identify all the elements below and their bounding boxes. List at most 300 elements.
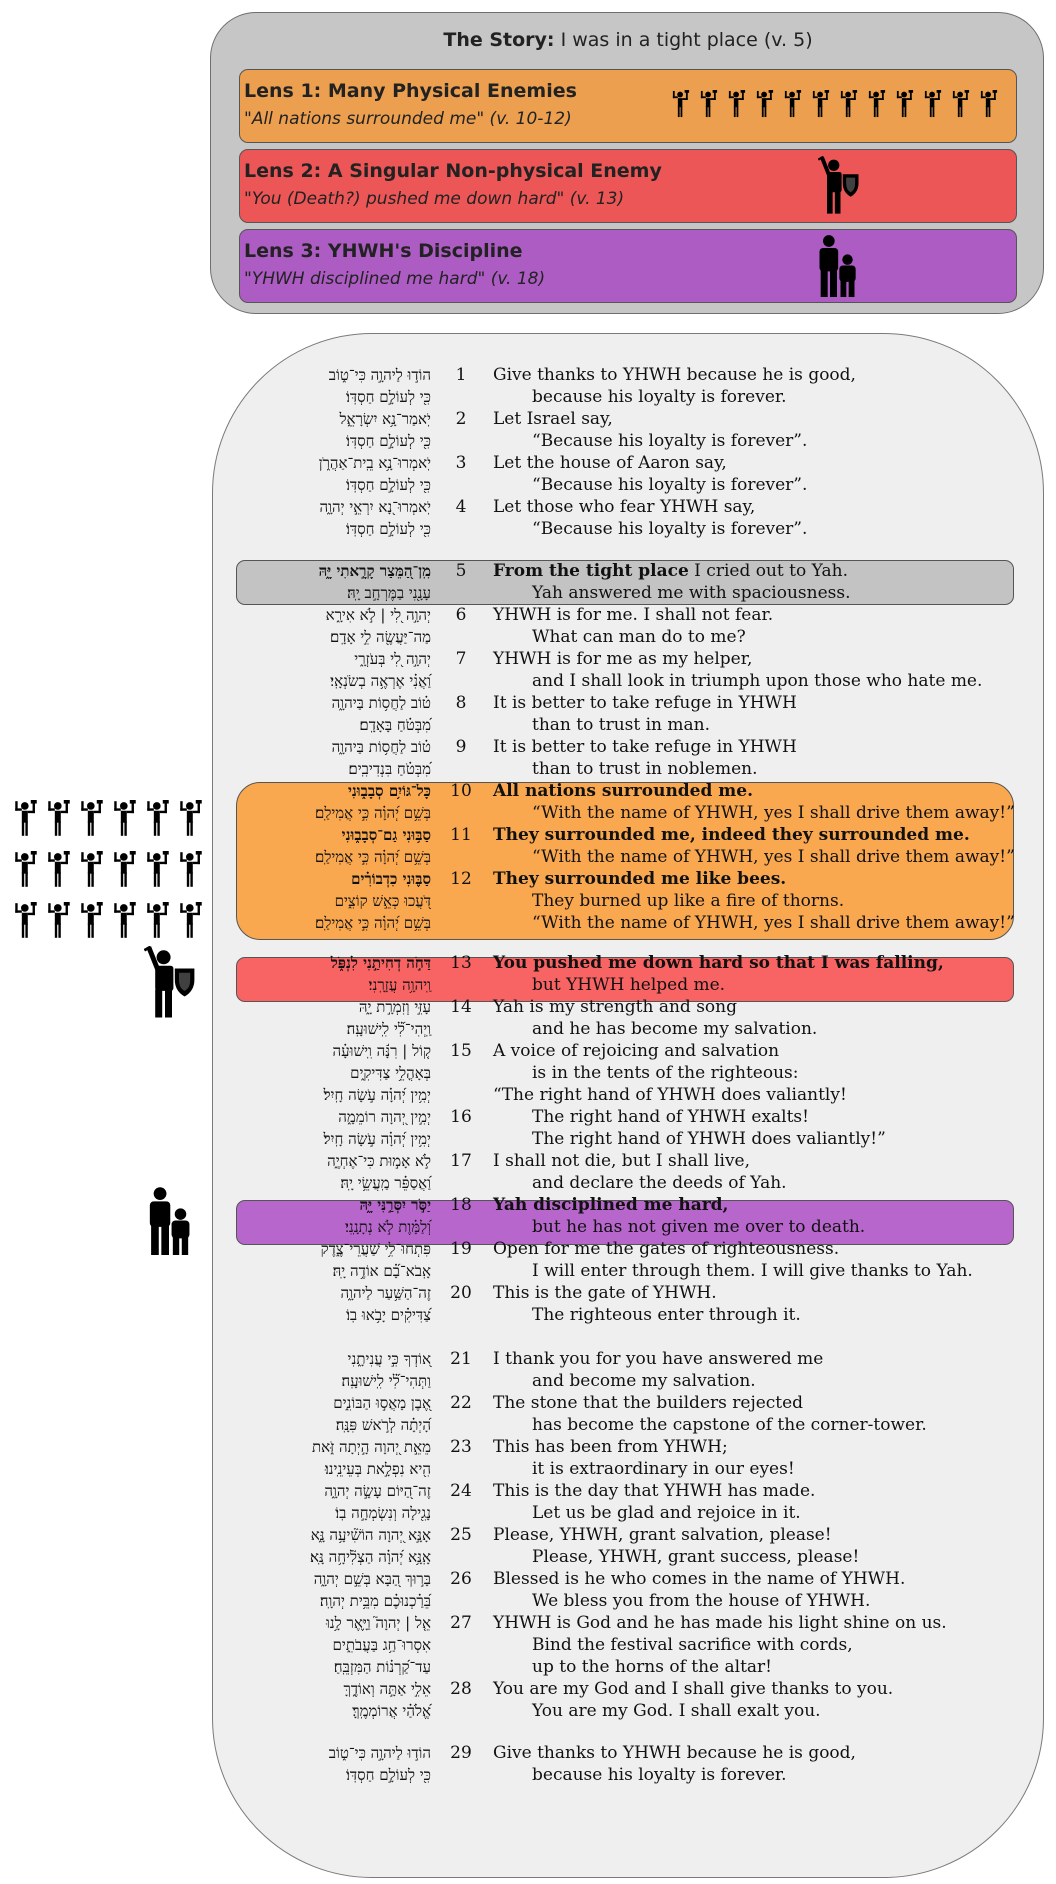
- english-text: [532, 1502, 801, 1524]
- english-plain-text: Let those who fear YHWH say,: [493, 497, 756, 517]
- hebrew-text: זֶה־הַשַּׁ֥עַר לַיהוָ֑ה: [340, 1284, 431, 1302]
- hebrew-text: פִּתְחוּ־לִ֥י שַׁעֲרֵי־צֶ֑דֶק: [320, 1240, 431, 1258]
- psalm-row: [0, 1612, 1056, 1634]
- english-text: [532, 626, 746, 648]
- english-plain-text: “With the name of YHWH, yes I shall drive them away!”: [532, 803, 1015, 823]
- hebrew-text: בֵּ֝רַ֗כְנוּכֶ֗ם מִבֵּ֥ית יְהוָֽה׃: [319, 1592, 431, 1610]
- summary-panel: [210, 12, 1044, 314]
- english-text: [493, 952, 944, 974]
- verse-number: 12: [450, 869, 472, 889]
- hebrew-text: א֭וֹדְךָ כִּ֣י עֲנִיתָ֑נִי: [347, 1350, 431, 1368]
- verse-number: 13: [450, 953, 472, 973]
- parent-child-icon: [816, 234, 858, 301]
- enemy-figure-icon: [980, 90, 998, 122]
- english-plain-text: it is extraordinary in our eyes!: [532, 1459, 795, 1479]
- english-plain-text: The stone that the builders rejected: [493, 1393, 804, 1413]
- hebrew-text: זֶה־הַ֭יּוֹם עָשָׂ֣ה יְהוָ֑ה: [324, 1482, 431, 1500]
- psalm-row: [0, 386, 1056, 408]
- english-text: [532, 1062, 799, 1084]
- hebrew-text: מִֽן־הַ֭מֵּצַר קָרָ֣אתִי יָּ֑הּ: [318, 562, 431, 580]
- english-plain-text: YHWH is God and he has made his light shine on us.: [493, 1613, 947, 1633]
- english-plain-text: This is the day that YHWH has made.: [493, 1481, 816, 1501]
- hebrew-text: יֹֽאמַר־נָ֥א יִשְׂרָאֵ֑ל: [339, 410, 431, 428]
- english-plain-text: Blessed is he who comes in the name of YHWH.: [493, 1569, 906, 1589]
- enemy-figure-icon: [952, 90, 970, 122]
- hebrew-text: נָגִ֖ילָה וְנִשְׂמְחָ֣ה בֽוֹ׃: [335, 1504, 431, 1522]
- english-text: [532, 1700, 821, 1722]
- english-text: [532, 1018, 817, 1040]
- english-text: [493, 1084, 847, 1106]
- psalm-row: [0, 1700, 1056, 1722]
- enemy-figures-row: [672, 90, 1008, 122]
- english-text: [532, 802, 1015, 824]
- psalm-row: [0, 1040, 1056, 1062]
- english-text: [532, 1764, 787, 1786]
- english-plain-text: You are my God. I shall exalt you.: [532, 1701, 821, 1721]
- english-text: [493, 604, 773, 626]
- psalm-row: [0, 846, 1056, 868]
- english-plain-text: has become the capstone of the corner-tower.: [532, 1415, 927, 1435]
- psalm-row: [0, 626, 1056, 648]
- english-text: [493, 496, 755, 518]
- english-plain-text: Let us be glad and rejoice in it.: [532, 1503, 801, 1523]
- english-plain-text: This is the gate of YHWH.: [493, 1283, 717, 1303]
- verse-number: 29: [450, 1743, 472, 1763]
- hebrew-text: בְּשֵׁ֥ם יְ֝הוָ֗ה כִּ֣י אֲמִילַֽם׃: [314, 804, 431, 822]
- english-text: [493, 452, 727, 474]
- english-plain-text: Please, YHWH, grant salvation, please!: [493, 1525, 832, 1545]
- psalm-row: [0, 1524, 1056, 1546]
- english-plain-text: YHWH is for me. I shall not fear.: [493, 605, 774, 625]
- english-plain-text: The right hand of YHWH does valiantly!”: [532, 1129, 886, 1149]
- english-bold-text: All nations surrounded me.: [493, 781, 754, 801]
- english-plain-text: Give thanks to YHWH because he is good,: [493, 365, 856, 385]
- english-plain-text: and I shall look in triumph upon those who hate me.: [532, 671, 983, 691]
- english-plain-text: The right hand of YHWH exalts!: [532, 1107, 809, 1127]
- lens-2-title: Lens 2: A Singular Non-physical Enemy: [244, 160, 662, 182]
- lens-1-quote: "All nations surrounded me" (v. 10-12): [244, 109, 572, 129]
- hebrew-text: וְ֝לַמָּ֗וֶת לֹ֣א נְתָנָֽנִי׃: [344, 1218, 431, 1236]
- english-text: [532, 1216, 865, 1238]
- english-plain-text: but YHWH helped me.: [532, 975, 726, 995]
- hebrew-text: יְמִ֥ין יְ֝הוָ֗ה עֹ֣שָׂה חָֽיִל׃: [323, 1086, 431, 1104]
- english-text: [532, 1128, 886, 1150]
- psalm-row: [0, 1590, 1056, 1612]
- psalm-row: [0, 670, 1056, 692]
- hebrew-text: יֹֽאמְרוּ־נָ֥א בֵֽית־אַהֲרֹ֑ן: [318, 454, 431, 472]
- english-text: [493, 996, 737, 1018]
- english-plain-text: because his loyalty is forever.: [532, 387, 787, 407]
- hebrew-text: דַּחֹ֣ה דְחִיתַ֣נִי לִנְפֹּ֑ל: [330, 954, 431, 972]
- hebrew-text: בָּר֣וּךְ הַ֭בָּא בְּשֵׁ֣ם יְהוָ֑ה: [313, 1570, 431, 1588]
- psalm-row: [0, 1742, 1056, 1764]
- english-text: [493, 408, 613, 430]
- english-text: [493, 692, 797, 714]
- enemy-figure-icon: [924, 90, 942, 122]
- verse-number: 14: [450, 997, 472, 1017]
- psalm-row: [0, 1238, 1056, 1260]
- psalm-row: [0, 474, 1056, 496]
- english-plain-text: The righteous enter through it.: [532, 1305, 801, 1325]
- english-text: [532, 518, 807, 540]
- psalm-row: [0, 758, 1056, 780]
- psalm-row: [0, 1150, 1056, 1172]
- lens-3-title: Lens 3: YHWH's Discipline: [244, 240, 523, 262]
- enemy-figure-icon: [840, 90, 858, 122]
- psalm-row: [0, 1128, 1056, 1150]
- psalm-row: [0, 912, 1056, 934]
- psalm-row: [0, 1106, 1056, 1128]
- hebrew-text: כִּ֖י לְעוֹלָ֣ם חַסְדּֽוֹ׃: [346, 432, 431, 450]
- english-plain-text: They burned up like a fire of thorns.: [532, 891, 845, 911]
- verse-number: 11: [450, 825, 472, 845]
- verse-number: 25: [450, 1525, 472, 1545]
- english-bold-text: They surrounded me, indeed they surrounded me.: [493, 825, 970, 845]
- psalm-row: [0, 1678, 1056, 1700]
- english-text: [493, 1612, 947, 1634]
- english-text: [532, 670, 982, 692]
- english-plain-text: I shall not die, but I shall live,: [493, 1151, 751, 1171]
- hebrew-text: יְמִ֥ין יְ֝הוָ֗ה עֹ֣שָׂה חָֽיִל׃: [323, 1130, 431, 1148]
- english-bold-text: From the tight place: [493, 561, 689, 581]
- enemy-figure-icon: [784, 90, 802, 122]
- english-bold-text: You pushed me down hard so that I was falling,: [493, 953, 944, 973]
- english-text: [532, 1634, 853, 1656]
- hebrew-text: אָֽבֹא־בָ֝֗ם אוֹדֶ֥ה יָֽהּ׃: [332, 1262, 431, 1280]
- hebrew-text: וַ֝אֲסַפֵּ֗ר מַֽעֲשֵׂ֥י יָֽהּ׃: [340, 1174, 431, 1192]
- verse-number: 8: [455, 693, 467, 713]
- english-plain-text: “Because his loyalty is forever”.: [532, 519, 808, 539]
- enemy-figure-icon: [728, 90, 746, 122]
- english-plain-text: than to trust in man.: [532, 715, 711, 735]
- psalm-row: [0, 496, 1056, 518]
- hebrew-text: כִּ֖י לְעוֹלָ֣ם חַסְדּֽוֹ׃: [346, 476, 431, 494]
- psalm-row: [0, 1304, 1056, 1326]
- english-text: [493, 1040, 779, 1062]
- warrior-icon-slot: [818, 156, 863, 219]
- english-plain-text: is in the tents of the righteous:: [532, 1063, 799, 1083]
- english-plain-text: Yah is my strength and song: [493, 997, 738, 1017]
- psalm-row: [0, 692, 1056, 714]
- warrior-icon: [818, 156, 863, 219]
- english-text: [532, 714, 710, 736]
- hebrew-text: אָֽנָּ֥א יְ֝הוָ֗ה הַצְלִ֘יחָ֥ה נָּֽא׃: [309, 1548, 431, 1566]
- verse-number: 16: [450, 1107, 472, 1127]
- psalm-row: [0, 364, 1056, 386]
- hebrew-text: בְּשֵׁ֥ם יְ֝הוָ֗ה כִּ֣י אֲמִילַֽם׃: [314, 848, 431, 866]
- hebrew-text: וַֽיהוָ֥ה עֲזָרָֽנִי׃: [368, 976, 431, 994]
- english-text: [532, 1304, 801, 1326]
- english-text: [493, 364, 856, 386]
- psalm-row: [0, 1216, 1056, 1238]
- english-plain-text: Open for me the gates of righteousness.: [493, 1239, 840, 1259]
- english-plain-text: “With the name of YHWH, yes I shall drive them away!”: [532, 847, 1015, 867]
- english-text: [493, 1150, 750, 1172]
- psalm-row: [0, 1062, 1056, 1084]
- psalm-row: [0, 1282, 1056, 1304]
- hebrew-text: עָזִּ֣י וְזִמְרָ֣ת יָ֑הּ: [358, 998, 431, 1016]
- verse-number: 6: [455, 605, 467, 625]
- hebrew-text: ק֤וֹל | רִנָּ֬ה וִֽישׁוּעָ֗ה: [332, 1042, 431, 1060]
- english-text: [532, 846, 1015, 868]
- english-text: [493, 868, 786, 890]
- hebrew-text: אָנָּ֣א יְ֭הוָה הוֹשִׁ֘יעָ֥ה נָּ֑א: [310, 1526, 431, 1544]
- lens-1-box: [239, 69, 1017, 143]
- hebrew-text: בְּשֵׁ֥ם יְ֝הוָ֗ה כִּ֣י אֲמִילַֽם׃: [314, 914, 431, 932]
- english-plain-text: “With the name of YHWH, yes I shall drive them away!”: [532, 913, 1015, 933]
- verse-number: 10: [450, 781, 472, 801]
- verse-number: 21: [450, 1349, 472, 1369]
- hebrew-text: יְמִ֣ין יְ֭הוָה רוֹמֵמָ֑ה: [338, 1108, 431, 1126]
- hebrew-text: הִ֖יא נִפְלָ֣את בְּעֵינֵֽינוּ׃: [324, 1460, 431, 1478]
- summary-title-bold: The Story:: [443, 29, 555, 51]
- psalm-row: [0, 1502, 1056, 1524]
- english-plain-text: and declare the deeds of Yah.: [532, 1173, 787, 1193]
- psalm-row: [0, 714, 1056, 736]
- psalm-row: [0, 996, 1056, 1018]
- english-text: [532, 1414, 927, 1436]
- english-text: [532, 1590, 870, 1612]
- english-plain-text: I thank you for you have answered me: [493, 1349, 824, 1369]
- english-text: [532, 430, 807, 452]
- verse-number: 17: [450, 1151, 472, 1171]
- hebrew-text: כִּ֖י לְעוֹלָ֣ם חַסְדּֽוֹ׃: [346, 520, 431, 538]
- english-text: [493, 1524, 832, 1546]
- psalm-row: [0, 974, 1056, 996]
- psalm-row: [0, 408, 1056, 430]
- hebrew-text: יְהוָ֣ה לִ֭י | לֹ֣א אִירָ֑א: [325, 606, 431, 624]
- psalm-row: [0, 1656, 1056, 1678]
- english-plain-text: This has been from YHWH;: [493, 1437, 728, 1457]
- english-plain-text: I cried out to Yah.: [688, 561, 849, 581]
- hebrew-text: מִ֝בְּטֹ֗חַ בִּנְדִיבִֽים׃: [348, 760, 431, 778]
- psalm-row: [0, 802, 1056, 824]
- parent-child-icon-slot: [816, 234, 858, 301]
- verse-number: 18: [450, 1195, 472, 1215]
- english-text: [493, 1392, 803, 1414]
- english-bold-text: They surrounded me like bees.: [493, 869, 787, 889]
- verse-number: 3: [455, 453, 467, 473]
- enemy-figure-icon: [868, 90, 886, 122]
- psalm-row: [0, 1436, 1056, 1458]
- psalm-row: [0, 1414, 1056, 1436]
- english-text: [532, 1106, 809, 1128]
- verse-number: 5: [455, 561, 467, 581]
- psalm-row: [0, 1568, 1056, 1590]
- verse-number: 4: [455, 497, 467, 517]
- english-plain-text: Give thanks to YHWH because he is good,: [493, 1743, 856, 1763]
- english-text: [493, 1678, 893, 1700]
- psalm-row: [0, 1348, 1056, 1370]
- hebrew-text: מֵאֵ֣ת יְ֭הוָה הָ֣יְתָה זֹּ֑את: [311, 1438, 431, 1456]
- english-plain-text: We bless you from the house of YHWH.: [532, 1591, 871, 1611]
- psalm-row: [0, 1018, 1056, 1040]
- enemy-figure-icon: [672, 90, 690, 122]
- english-plain-text: but he has not given me over to death.: [532, 1217, 866, 1237]
- lens-2-box: [239, 149, 1017, 223]
- english-text: [532, 912, 1015, 934]
- english-text: [532, 1260, 973, 1282]
- english-plain-text: Bind the festival sacrifice with cords,: [532, 1635, 853, 1655]
- english-text: [493, 1238, 839, 1260]
- verse-number: 26: [450, 1569, 472, 1589]
- hebrew-text: עַד־קַ֝רְנ֗וֹת הַמִּזְבֵּֽחַ׃: [333, 1658, 431, 1676]
- psalm-row: [0, 430, 1056, 452]
- hebrew-text: הוֹד֣וּ לַיהוָ֣ה כִּי־ט֑וֹב: [328, 1744, 431, 1762]
- hebrew-text: וַתְּהִי־לִ֝֗י לִֽישׁוּעָֽה׃: [341, 1372, 431, 1390]
- hebrew-text: אֶ֭בֶן מָאֲס֣וּ הַבּוֹנִ֑ים: [333, 1394, 431, 1412]
- english-text: [532, 1172, 787, 1194]
- hebrew-text: וַ֝אֲנִ֗י אֶרְאֶ֥ה בְשֹׂנְאָֽי׃: [330, 672, 431, 690]
- psalm-row: [0, 1546, 1056, 1568]
- psalm-row: [0, 736, 1056, 758]
- english-plain-text: It is better to take refuge in YHWH: [493, 693, 797, 713]
- hebrew-text: סַבּ֪וּנִי כִדְבוֹרִ֗ים: [351, 870, 431, 888]
- psalm-row: [0, 452, 1056, 474]
- lens-1-title: Lens 1: Many Physical Enemies: [244, 80, 577, 102]
- verse-number: 27: [450, 1613, 472, 1633]
- psalm-row: [0, 780, 1056, 802]
- english-text: [532, 1656, 772, 1678]
- english-plain-text: up to the horns of the altar!: [532, 1657, 773, 1677]
- hebrew-text: כִּ֖י לְעוֹלָ֣ם חַסְדּֽוֹ׃: [346, 1766, 431, 1784]
- english-text: [532, 890, 844, 912]
- hebrew-text: עָנָ֖נִי בַמֶּרְחָ֣ב יָֽהּ׃: [347, 584, 431, 602]
- hebrew-text: מִ֝בְּטֹ֗חַ בָּאָדָֽם׃: [359, 716, 431, 734]
- verse-number: 15: [450, 1041, 472, 1061]
- enemy-figure-icon: [700, 90, 718, 122]
- verse-number: 1: [455, 365, 467, 385]
- hebrew-text: לֹ֣א אָמ֣וּת כִּי־אֶחְיֶ֑ה: [327, 1152, 431, 1170]
- english-plain-text: Let Israel say,: [493, 409, 613, 429]
- summary-title: [211, 29, 1045, 51]
- english-text: [532, 474, 807, 496]
- hebrew-text: דֹּ֭עֲכוּ כְּאֵ֣שׁ קוֹצִ֑ים: [334, 892, 431, 910]
- english-text: [493, 648, 752, 670]
- english-text: [532, 386, 787, 408]
- psalm-row: [0, 518, 1056, 540]
- enemy-figure-icon: [896, 90, 914, 122]
- psalm-row: [0, 868, 1056, 890]
- english-text: [493, 1742, 856, 1764]
- hebrew-text: כִּ֖י לְעוֹלָ֣ם חַסְדּֽוֹ׃: [346, 388, 431, 406]
- english-text: [493, 780, 753, 802]
- hebrew-text: יֹֽאמְרוּ־נָ֭א יִרְאֵ֣י יְהוָ֑ה: [319, 498, 431, 516]
- english-plain-text: It is better to take refuge in YHWH: [493, 737, 797, 757]
- english-text: [493, 1568, 905, 1590]
- english-plain-text: YHWH is for me as my helper,: [493, 649, 753, 669]
- english-plain-text: “Because his loyalty is forever”.: [532, 475, 808, 495]
- hebrew-text: אֵ֤ל | יְהוָה֮ וַיָּ֪אֶר לָ֥נוּ: [325, 1614, 431, 1632]
- lens-3-quote: "YHWH disciplined me hard" (v. 18): [244, 269, 546, 289]
- psalm-row: [0, 648, 1056, 670]
- english-plain-text: What can man do to me?: [532, 627, 746, 647]
- psalm-row: [0, 560, 1056, 582]
- english-plain-text: because his loyalty is forever.: [532, 1765, 787, 1785]
- hebrew-text: הָ֝יְתָ֗ה לְרֹ֣אשׁ פִּנָּֽה׃: [335, 1416, 431, 1434]
- english-plain-text: A voice of rejoicing and salvation: [493, 1041, 780, 1061]
- hebrew-text: כָּל־גּוֹיִ֥ם סְבָב֑וּנִי: [347, 782, 431, 800]
- lens-3-box: [239, 229, 1017, 303]
- psalm-row: [0, 1084, 1056, 1106]
- verse-number: 24: [450, 1481, 472, 1501]
- enemy-figure-icon: [756, 90, 774, 122]
- english-plain-text: than to trust in noblemen.: [532, 759, 758, 779]
- verse-number: 20: [450, 1283, 472, 1303]
- english-plain-text: You are my God and I shall give thanks to you.: [493, 1679, 894, 1699]
- psalm-row: [0, 1172, 1056, 1194]
- verse-number: 19: [450, 1239, 472, 1259]
- hebrew-text: יְהוָ֣ה לִ֭י בְּעֹזְרָ֑י: [354, 650, 431, 668]
- hebrew-text: בְּאָהֳלֵ֥י צַדִּיקִ֑ים: [350, 1064, 431, 1082]
- summary-title-rest: I was in a tight place (v. 5): [554, 29, 813, 51]
- english-text: [493, 824, 970, 846]
- psalm-row: [0, 824, 1056, 846]
- verse-number: 7: [455, 649, 467, 669]
- psalm-row: [0, 1458, 1056, 1480]
- hebrew-text: אִסְרוּ־חַ֥ג בַּעֲבֹתִ֑ים: [332, 1636, 431, 1654]
- english-plain-text: I will enter through them. I will give thanks to Yah.: [532, 1261, 973, 1281]
- verse-number: 22: [450, 1393, 472, 1413]
- verse-number: 23: [450, 1437, 472, 1457]
- english-text: [532, 1370, 756, 1392]
- english-bold-text: Yah disciplined me hard,: [493, 1195, 729, 1215]
- verse-number: 9: [455, 737, 467, 757]
- hebrew-text: צַ֝דִּיקִ֗ים יָבֹ֥אוּ בֽוֹ׃: [346, 1306, 431, 1324]
- psalm-row: [0, 1634, 1056, 1656]
- psalm-row: [0, 890, 1056, 912]
- english-text: [493, 560, 848, 582]
- english-text: [532, 974, 725, 996]
- english-plain-text: and he has become my salvation.: [532, 1019, 818, 1039]
- english-text: [532, 582, 851, 604]
- hebrew-text: סַבּ֥וּנִי גַם־סְבָב֑וּנִי: [341, 826, 431, 844]
- english-text: [532, 1458, 795, 1480]
- enemy-figure-icon: [812, 90, 830, 122]
- psalm-row: [0, 952, 1056, 974]
- english-text: [532, 1546, 859, 1568]
- hebrew-text: וַֽיְהִי־לִ֝֗י לִֽישׁוּעָֽה׃: [346, 1020, 431, 1038]
- english-plain-text: Please, YHWH, grant success, please!: [532, 1547, 860, 1567]
- english-plain-text: “Because his loyalty is forever”.: [532, 431, 808, 451]
- lens-2-quote: "You (Death?) pushed me down hard" (v. 13): [244, 189, 625, 209]
- hebrew-text: ט֗וֹב לַחֲס֥וֹת בַּיהוָ֑ה: [331, 694, 431, 712]
- psalm-row: [0, 1370, 1056, 1392]
- hebrew-text: מַה־יַּעֲשֶׂ֖ה לִ֣י אָדָֽם׃: [330, 628, 431, 646]
- psalm-row: [0, 1480, 1056, 1502]
- english-text: [493, 736, 797, 758]
- hebrew-text: אֱ֝לֹהַ֗י אֲרוֹמְמֶֽךָּ׃: [352, 1702, 431, 1720]
- english-plain-text: and become my salvation.: [532, 1371, 756, 1391]
- hebrew-text: אֵלִ֣י אַתָּ֣ה וְאוֹדֶ֑ךָּ: [343, 1680, 431, 1698]
- hebrew-text: ט֗וֹב לַחֲס֥וֹת בַּיהוָ֑ה: [331, 738, 431, 756]
- verse-number: 28: [450, 1679, 472, 1699]
- english-text: [493, 1194, 728, 1216]
- psalm-row: [0, 582, 1056, 604]
- hebrew-text: הוֹד֣וּ לַיהוָ֣ה כִּי־ט֑וֹב: [328, 366, 431, 384]
- psalm-row: [0, 1764, 1056, 1786]
- psalm-row: [0, 604, 1056, 626]
- english-text: [493, 1282, 717, 1304]
- english-plain-text: Let the house of Aaron say,: [493, 453, 727, 473]
- psalm-row: [0, 1194, 1056, 1216]
- english-plain-text: “The right hand of YHWH does valiantly!: [493, 1085, 847, 1105]
- english-text: [493, 1436, 728, 1458]
- psalm-row: [0, 1260, 1056, 1282]
- english-plain-text: Yah answered me with spaciousness.: [532, 583, 851, 603]
- english-text: [532, 758, 758, 780]
- verse-number: 2: [455, 409, 467, 429]
